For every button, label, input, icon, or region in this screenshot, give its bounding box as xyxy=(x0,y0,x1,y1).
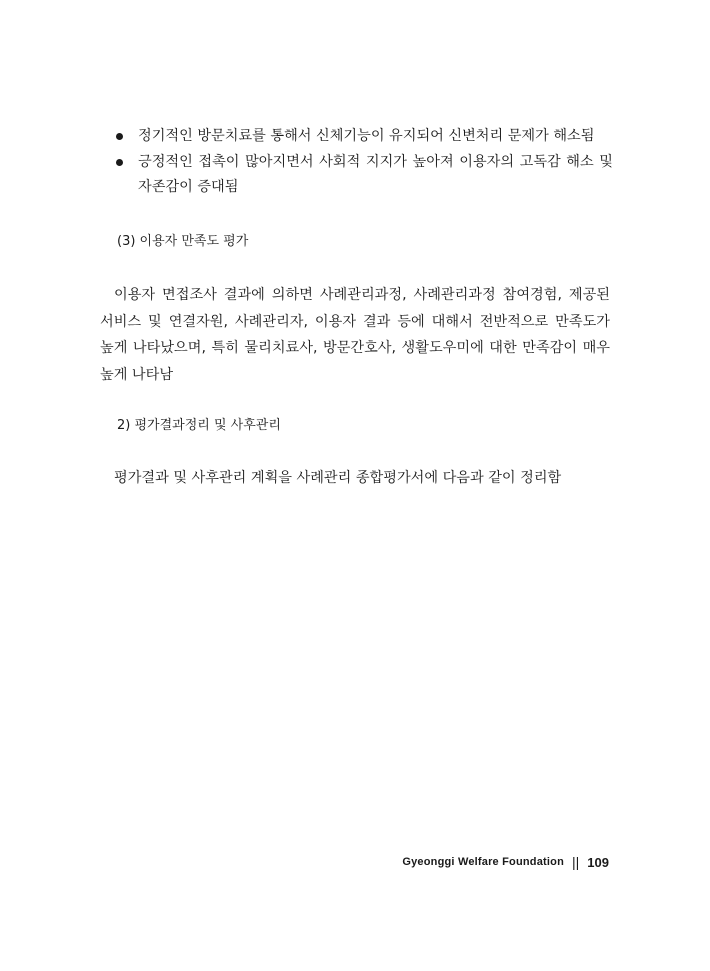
page-number: 109 xyxy=(587,854,609,870)
bullet-dot-icon xyxy=(116,133,123,140)
bullet-text: 정기적인 방문치료를 통해서 신체기능이 유지되어 신변처리 문제가 해소됨 xyxy=(138,128,595,144)
page-footer xyxy=(402,854,609,870)
list-item xyxy=(113,150,613,200)
footer-organization: Gyeonggi Welfare Foundation xyxy=(402,856,565,868)
bullet-text: 긍정적인 접촉이 많아지면서 사회적 지지가 높아져 이용자의 고독감 해소 및 자존감이 증대됨 xyxy=(138,154,613,195)
bullet-dot-icon xyxy=(116,159,123,166)
list-item xyxy=(113,124,613,149)
section-heading-follow-up: 2) 평가결과정리 및 사후관리 xyxy=(117,418,281,433)
section-heading-satisfaction: (3) 이용자 만족도 평가 xyxy=(117,234,249,249)
footer-separator: || xyxy=(572,854,580,870)
satisfaction-paragraph: 이용자 면접조사 결과에 의하면 사례관리과정, 사례관리과정 참여경험, 제공된 서비스 및 연결자원, 사례관리자, 이용자 결과 등에 대해서 전반적으로 만족도가 높게 나타났으며, 특히 물리치료사, 방문간호사, 생활도우미에 대한 만족감이 매우 높게 나타남 xyxy=(100,287,610,383)
follow-up-paragraph: 평가결과 및 사후관리 계획을 사례관리 종합평가서에 다음과 같이 정리함 xyxy=(114,470,562,486)
bullet-list xyxy=(113,124,613,201)
